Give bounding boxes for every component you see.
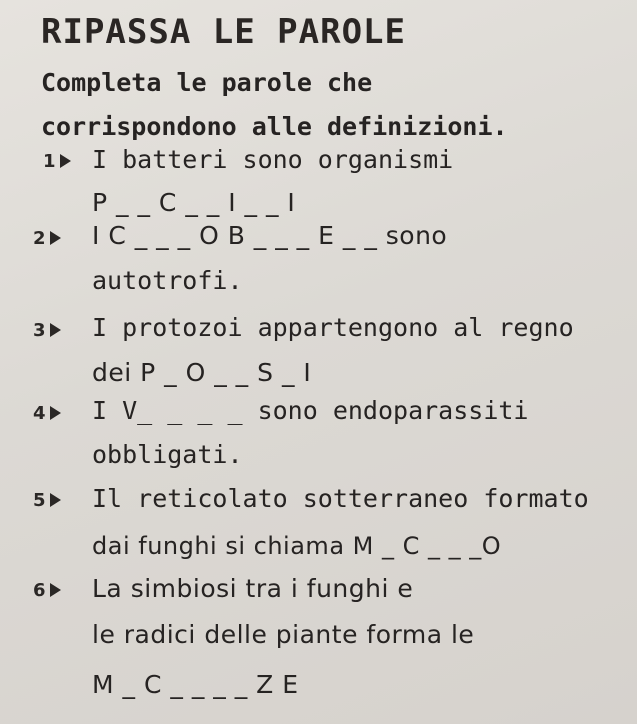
item-5-line-1: Il reticolato sotterraneo formato [92, 484, 589, 513]
item-4-line-1: I V_ _ _ _ sono endoparassiti [92, 396, 529, 425]
arrow-icon [60, 154, 71, 168]
item-1-line-1: I batteri sono organismi [92, 145, 454, 174]
item-4-line-2: obbligati. [92, 440, 243, 469]
item-2-line-2: autotrofi. [92, 266, 243, 295]
arrow-icon [50, 231, 61, 245]
arrow-icon [50, 493, 61, 507]
item-6-number: 6 [33, 580, 61, 601]
item-5-number: 5 [33, 490, 61, 511]
item-2-number: 2 [33, 228, 61, 249]
item-6-line-2: le radici delle piante forma le [92, 620, 475, 649]
item-1-line-2: P _ _ C _ _ I _ _ I [92, 188, 296, 217]
item-5-line-2: dai funghi si chiama M _ C _ _ _O [92, 532, 502, 560]
item-3-line-2: dei P _ O _ _ S _ I [92, 358, 312, 387]
arrow-icon [50, 583, 61, 597]
item-2-line-1: I C _ _ _ O B _ _ _ E _ _ sono [92, 221, 448, 250]
item-4-number: 4 [33, 403, 61, 424]
item-6-line-3: M _ C _ _ _ _ Z E [92, 670, 299, 699]
instruction-line-1: Completa le parole che [41, 68, 373, 97]
page-title: RIPASSA LE PAROLE [41, 12, 406, 52]
arrow-icon [50, 406, 61, 420]
item-1-number: 1 [43, 151, 71, 172]
instruction-line-2: corrispondono alle definizioni. [41, 112, 508, 141]
arrow-icon [50, 323, 61, 337]
item-3-line-1: I protozoi appartengono al regno [92, 313, 574, 342]
item-3-number: 3 [33, 320, 61, 341]
item-6-line-1: La simbiosi tra i funghi e [92, 574, 414, 603]
